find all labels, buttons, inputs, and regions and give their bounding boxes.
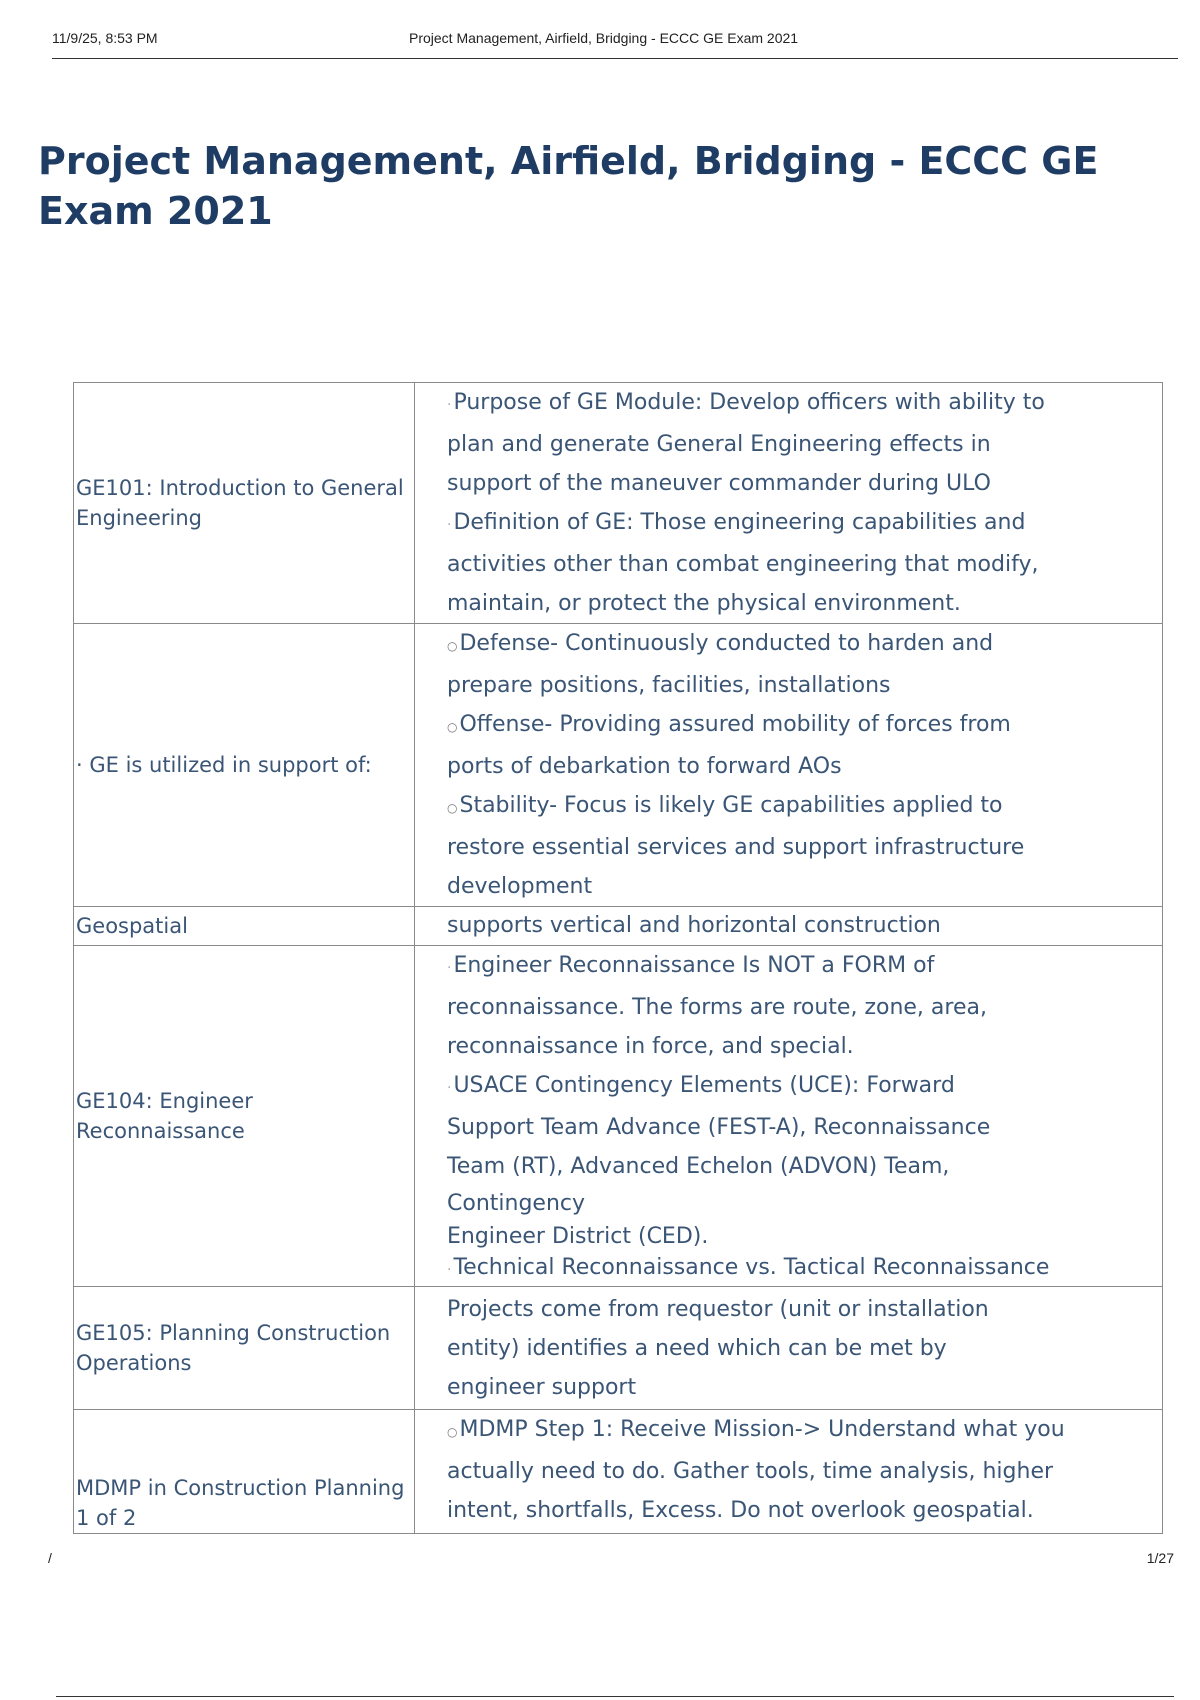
definition-line: Offense- Providing assured mobility of forces from <box>459 712 1011 737</box>
circle-bullet-icon: ○ <box>447 801 458 815</box>
definition-line: reconnaissance. The forms are route, zone, area, <box>447 995 987 1020</box>
definition-line: MDMP Step 1: Receive Mission-> Understand what you <box>459 1417 1065 1442</box>
page-number: 1/27 <box>1146 1550 1174 1566</box>
definition-cell <box>415 383 1163 624</box>
term-cell: Geospatial <box>74 907 415 946</box>
definition-line: engineer support <box>447 1374 637 1400</box>
term-cell: GE105: Planning Construction Operations <box>74 1287 415 1410</box>
definition-line: Stability- Focus is likely GE capabilities applied to <box>459 793 1003 818</box>
definition-line: Projects come from requestor (unit or installation <box>447 1296 989 1322</box>
table-row <box>74 624 1163 907</box>
definition-line: Purpose of GE Module: Develop officers with ability to <box>453 390 1045 415</box>
definition-line: Engineer District (CED). <box>447 1224 709 1249</box>
definition-cell <box>415 946 1163 1287</box>
definition-line: intent, shortfalls, Excess. Do not overlook geospatial. <box>447 1498 1034 1523</box>
definition-line: ports of debarkation to forward AOs <box>447 754 842 779</box>
definition-line: prepare positions, facilities, installations <box>447 673 891 698</box>
definition-line: Support Team Advance (FEST-A), Reconnaissance <box>447 1115 991 1140</box>
definition-line: Technical Reconnaissance vs. Tactical Reconnaissance <box>453 1255 1050 1280</box>
definition-cell <box>415 907 1163 946</box>
definition-line: Definition of GE: Those engineering capabilities and <box>453 510 1026 535</box>
table-row <box>74 1410 1163 1534</box>
flashcard-table <box>73 382 1163 1534</box>
definition-line: Defense- Continuously conducted to harden and <box>459 631 994 656</box>
table-row <box>74 946 1163 1287</box>
circle-bullet-icon: ○ <box>447 639 458 653</box>
bottom-divider <box>56 1696 1174 1697</box>
definition-line: entity) identifies a need which can be met by <box>447 1335 947 1361</box>
dash-marker: · <box>447 960 452 976</box>
definition-line: plan and generate General Engineering effects in <box>447 432 991 457</box>
term-cell: MDMP in Construction Planning 1 of 2 <box>74 1410 415 1534</box>
table-row <box>74 907 1163 946</box>
dash-marker: · <box>447 1262 452 1278</box>
dash-marker: · <box>447 517 452 533</box>
definition-line: Team (RT), Advanced Echelon (ADVON) Team, <box>447 1154 950 1179</box>
circle-bullet-icon: ○ <box>447 1425 458 1439</box>
circle-bullet-icon: ○ <box>447 720 458 734</box>
definition-line: Contingency <box>447 1191 586 1216</box>
definition-line: USACE Contingency Elements (UCE): Forward <box>453 1073 955 1098</box>
page-title: Project Management, Airfield, Bridging - ECCC GE Exam 2021 <box>38 139 1099 233</box>
definition-line: maintain, or protect the physical environment. <box>447 591 961 616</box>
definition-cell <box>415 1410 1163 1534</box>
footer-url: / <box>48 1550 52 1566</box>
table-row <box>74 1287 1163 1410</box>
term-cell: GE101: Introduction to General Engineering <box>74 383 415 624</box>
print-datetime: 11/9/25, 8:53 PM <box>52 30 158 46</box>
table-row <box>74 383 1163 624</box>
definition-cell <box>415 624 1163 907</box>
print-doc-title: Project Management, Airfield, Bridging - ECCC GE Exam 2021 <box>409 30 799 46</box>
definition-line: supports vertical and horizontal construction <box>447 913 941 938</box>
definition-line: development <box>447 874 593 899</box>
dash-marker: · <box>447 397 452 413</box>
term-cell: GE104: Engineer Reconnaissance <box>74 946 415 1287</box>
print-header <box>52 30 1178 59</box>
dash-marker: · <box>447 1080 452 1096</box>
definition-line: activities other than combat engineering that modify, <box>447 552 1039 577</box>
definition-line: reconnaissance in force, and special. <box>447 1034 854 1059</box>
definition-line: restore essential services and support infrastructure <box>447 835 1025 860</box>
definition-line: actually need to do. Gather tools, time analysis, higher <box>447 1459 1054 1484</box>
term-cell: · GE is utilized in support of: <box>74 624 415 907</box>
definition-cell <box>415 1287 1163 1410</box>
definition-line: Engineer Reconnaissance Is NOT a FORM of <box>453 953 935 978</box>
definition-line: support of the maneuver commander during ULO <box>447 471 991 496</box>
